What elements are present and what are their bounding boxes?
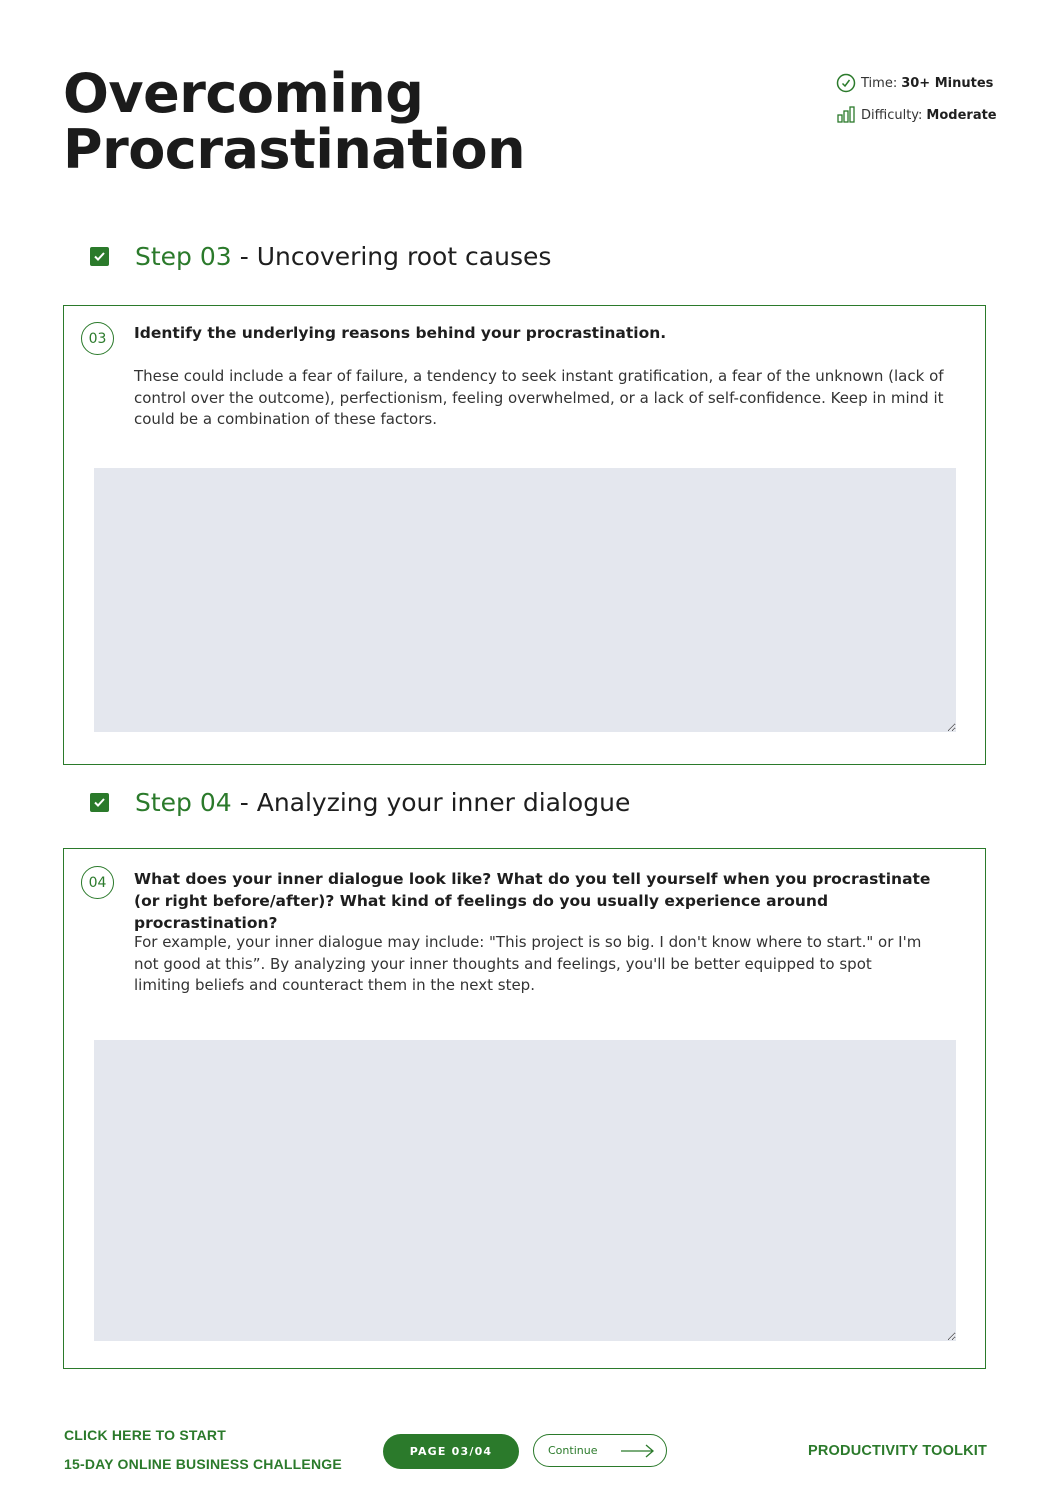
- difficulty-meta: [836, 106, 997, 124]
- step-04-heading: [90, 788, 630, 817]
- checkbox-checked-icon[interactable]: [90, 793, 109, 812]
- difficulty-label: Difficulty:: [861, 107, 923, 123]
- step-number: Step 03: [135, 242, 232, 271]
- clock-icon: [836, 73, 856, 93]
- title-line-1: Overcoming: [63, 62, 424, 125]
- brand-label: PRODUCTIVITY TOOLKIT: [808, 1443, 988, 1459]
- step-03-card: [63, 305, 986, 765]
- step-description: For example, your inner dialogue may include: "This project is so big. I don't know where to start." or I'm not good at this”. By analyzing your inner thoughts and feelings, you'll be better equipped to spot limiting beliefs and counteract them in the next step.: [134, 933, 922, 994]
- challenge-link-line-2[interactable]: 15-DAY ONLINE BUSINESS CHALLENGE: [64, 1456, 342, 1472]
- title-line-2: Procrastination: [63, 118, 526, 181]
- time-meta: [836, 73, 993, 93]
- answer-field[interactable]: [94, 468, 956, 732]
- answer-field[interactable]: [94, 1040, 956, 1341]
- time-value: 30+ Minutes: [901, 75, 994, 91]
- page-indicator: PAGE 03/04: [383, 1434, 519, 1469]
- continue-button[interactable]: [533, 1434, 667, 1467]
- time-label: Time:: [861, 75, 898, 91]
- step-04-card: [63, 848, 986, 1369]
- checkbox-checked-icon[interactable]: [90, 247, 109, 266]
- page-title: [63, 62, 526, 181]
- challenge-link-line-1[interactable]: CLICK HERE TO START: [64, 1427, 226, 1443]
- step-03-heading: [90, 242, 551, 271]
- step-dash: -: [239, 242, 249, 271]
- step-badge: 03: [81, 322, 114, 355]
- step-number: Step 04: [135, 788, 232, 817]
- bar-chart-icon: [836, 106, 856, 124]
- continue-label: Continue: [548, 1444, 598, 1457]
- step-badge: 04: [81, 866, 114, 899]
- arrow-right-icon: [620, 1443, 656, 1459]
- difficulty-value: Moderate: [926, 107, 997, 123]
- step-name: Analyzing your inner dialogue: [256, 788, 631, 817]
- step-question: What does your inner dialogue look like? What do you tell yourself when you procrastinate (or right before/after)? What kind of feelings do you usually experience around procrastination?: [134, 870, 931, 932]
- step-name: Uncovering root causes: [256, 242, 552, 271]
- step-description: These could include a fear of failure, a tendency to seek instant gratification, a fear of the unknown (lack of control over the outcome), perfectionism, feeling overwhelmed, or a lack of self-confidence. Keep in mind it could be a combination of these factors.: [134, 367, 944, 428]
- step-question: Identify the underlying reasons behind your procrastination.: [134, 324, 667, 342]
- step-dash: -: [239, 788, 249, 817]
